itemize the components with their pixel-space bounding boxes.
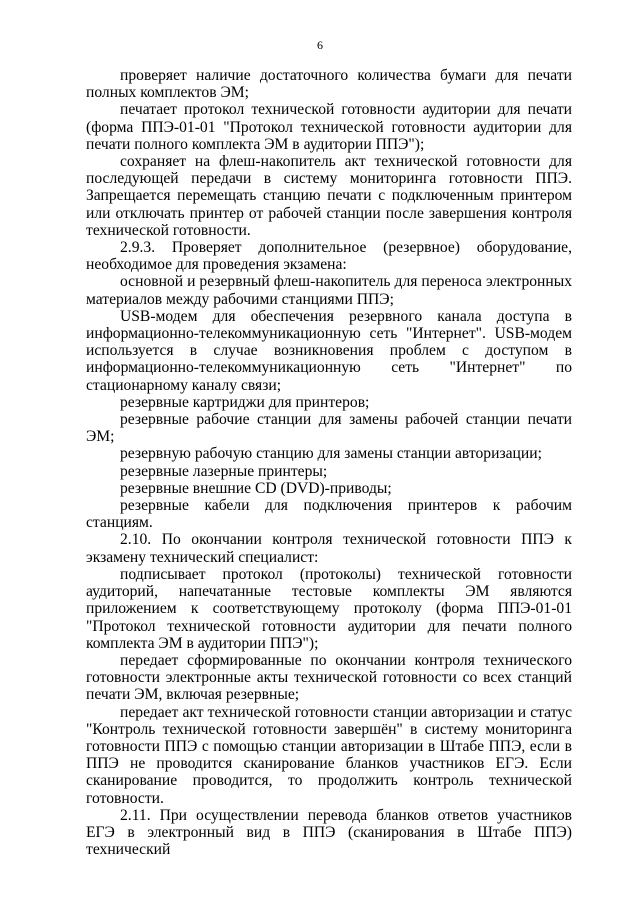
paragraph-2-9-3: 2.9.3. Проверяет дополнительное (резервное) оборудование, необходимое для проведения экзамена: <box>86 239 572 274</box>
paragraph-print-protocol: печатает протокол технической готовности аудитории для печати (форма ППЭ-01-01 "Протокол технической готовности аудитории для печати полного комплекта ЭМ в аудитории ППЭ"); <box>86 101 572 153</box>
paragraph-save-act: сохраняет на флеш-накопитель акт технической готовности для последующей передачи в систему мониторинга готовности ППЭ. Запрещается перемещать станцию печати с подключенным принтером или отключать принтер от рабочей станции после завершения контроля технической готовности. <box>86 153 572 239</box>
paragraph-transfer-auth-act: передает акт технической готовности станции авторизации и статус "Контроль технической готовности завершён" в систему мониторинга готовности ППЭ с помощью станции авторизации в Штабе ППЭ, если в ППЭ не проводится сканирование бланков участников ЕГЭ. Если сканирование проводится, то продолжить контроль технической готовности. <box>86 703 572 807</box>
document-body <box>86 67 572 858</box>
paragraph-2-11: 2.11. При осуществлении перевода бланков ответов участников ЕГЭ в электронный вид в ППЭ (сканирования в Штабе ППЭ) технический <box>86 806 572 859</box>
paragraph-reserve-auth-station: резервную рабочую станцию для замены станции авторизации; <box>120 445 542 463</box>
paragraph-transfer-acts: передает сформированные по окончании контроля технического готовности электронные акты технической готовности со всех станций печати ЭМ, включая резервные; <box>86 651 572 704</box>
paragraph-cables: резервные кабели для подключения принтеров к рабочим станциям. <box>86 497 572 532</box>
paragraph-flash-drive: основной и резервный флеш-накопитель для переноса электронных материалов между рабочими станциями ППЭ; <box>86 273 572 308</box>
paragraph-cd-drives: резервные внешние CD (DVD)-приводы; <box>120 479 392 497</box>
paragraph-check-paper: проверяет наличие достаточного количества бумаги для печати полных комплектов ЭМ; <box>86 67 572 102</box>
paragraph-sign-protocol: подписывает протокол (протоколы) технической готовности аудиторий, напечатанные тестовые комплекты ЭМ являются приложением к соответствующему протоколу (форма ППЭ-01-01 "Протокол технической готовности аудитории для печати полного комплекта ЭМ в аудитории ППЭ"); <box>86 565 572 652</box>
paragraph-2-10: 2.10. По окончании контроля технической готовности ППЭ к экзамену технический специалист: <box>86 531 572 566</box>
paragraph-laser-printers: резервные лазерные принтеры; <box>120 462 328 480</box>
paragraph-usb-modem: USB-модем для обеспечения резервного канала доступа в информационно-телекоммуникационную сеть "Интернет". USB-модем используется в случае возникновения проблем с доступом в информационно-телекоммуникационную сеть "Интернет" по стационарному каналу связи; <box>86 307 572 394</box>
paragraph-reserve-print-stations: резервные рабочие станции для замены рабочей станции печати ЭМ; <box>86 411 572 446</box>
page-number: 6 <box>317 38 323 52</box>
paragraph-cartridges: резервные картриджи для принтеров; <box>120 393 370 411</box>
